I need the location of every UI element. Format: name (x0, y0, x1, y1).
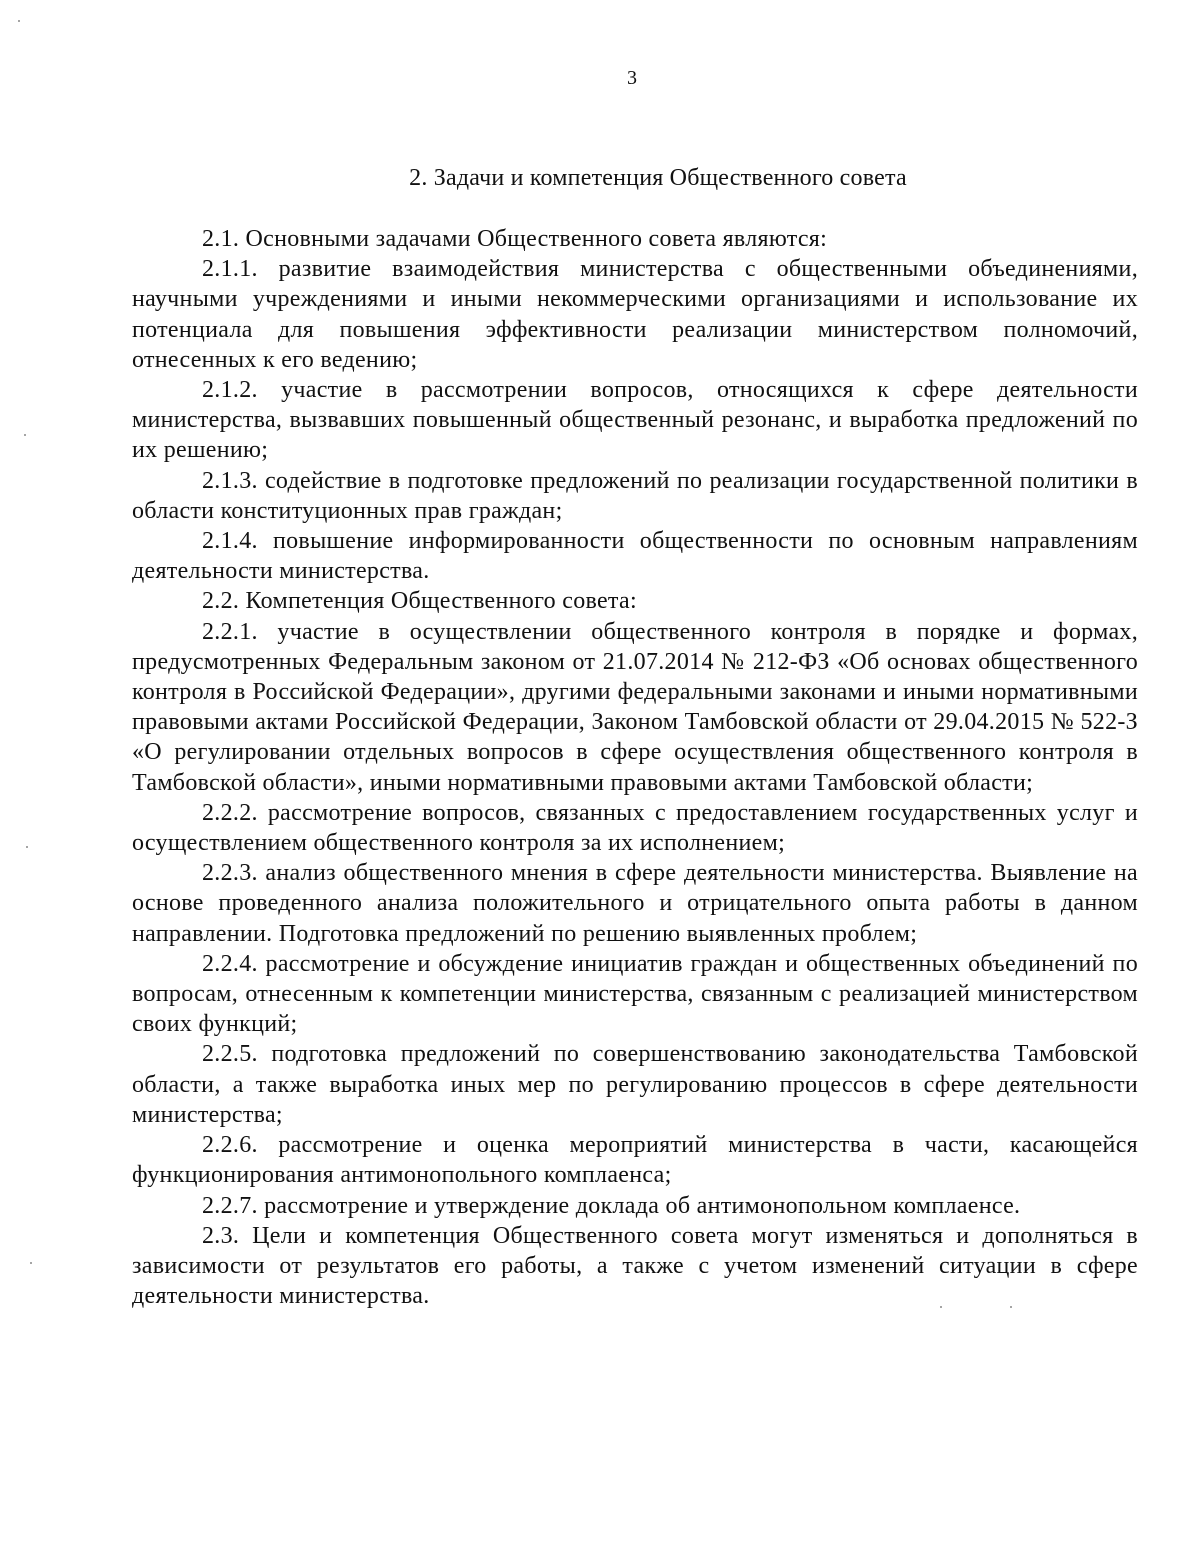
paragraph-2-2-4: 2.2.4. рассмотрение и обсуждение инициатив граждан и общественных объединений по вопросам, отнесенным к компетенции министерства, связанным с реализацией министерством своих функций; (132, 950, 1138, 1038)
paragraph-2-1-4: 2.1.4. повышение информированности общественности по основным направлениям деятельности министерства. (132, 528, 1138, 585)
paragraph-2-2-5: 2.2.5. подготовка предложений по совершенствованию законодательства Тамбовской области, а также выработка иных мер по регулированию процессов в сфере деятельности министерства; (132, 1041, 1138, 1128)
scan-speck (26, 846, 28, 848)
paragraph-2-1-1: 2.1.1. развитие взаимодействия министерства с общественными объединениями, научными учреждениями и иными некоммерческими организациями и использование их потенциала для повышения эффективности реализации министерством полномочий, отнесенных к его ведению; (132, 256, 1138, 373)
paragraph-2-1: 2.1. Основными задачами Общественного совета являются: (202, 226, 828, 252)
scan-speck (1010, 1306, 1012, 1308)
paragraph-2-2-2: 2.2.2. рассмотрение вопросов, связанных с предоставлением государственных услуг и осуществлением общественного контроля за их исполнением; (132, 799, 1138, 857)
paragraph-2-1-2: 2.1.2. участие в рассмотрении вопросов, относящихся к сфере деятельности министерства, вызвавших повышенный общественный резонанс, и выработка предложений по их решению; (132, 377, 1138, 464)
paragraph-2-3: 2.3. Цели и компетенция Общественного совета могут изменяться и дополняться в зависимости от результатов его работы, а также с учетом изменений ситуации в сфере деятельности министерства. (132, 1222, 1138, 1310)
paragraph-2-2-7: 2.2.7. рассмотрение и утверждение доклада об антимонопольном комплаенсе. (202, 1192, 1021, 1219)
scan-speck (24, 434, 26, 436)
scan-speck (18, 20, 20, 22)
paragraph-2-1-3: 2.1.3. содействие в подготовке предложений по реализации государственной политики в области конституционных прав граждан; (132, 467, 1138, 524)
paragraph-2-2-6: 2.2.6. рассмотрение и оценка мероприятий министерства в части, касающейся функционирования антимонопольного комплаенса; (132, 1132, 1138, 1189)
body-text (132, 224, 1138, 1311)
paragraph-2-2: 2.2. Компетенция Общественного совета: (202, 588, 637, 615)
section-heading: 2. Задачи и компетенция Общественного совета (409, 165, 907, 191)
scan-speck (940, 1306, 942, 1308)
paragraph-2-2-3: 2.2.3. анализ общественного мнения в сфере деятельности министерства. Выявление на основе проведенного анализа положительного и отрицательного опыта работы в данном направлении. Подготовка предложений по решению выявленных проблем; (132, 860, 1138, 947)
page-number: 3 (627, 67, 637, 89)
scan-speck (30, 1262, 32, 1264)
paragraph-2-2-1: 2.2.1. участие в осуществлении общественного контроля в порядке и формах, предусмотренных Федеральным законом от 21.07.2014 № 212-ФЗ «Об основах общественного контроля в Российской Федерации», другими федеральными законами и иными нормативными правовыми актами Российской Федерации, Законом Тамбовской области от 29.04.2015 № 522-З «О регулировании отдельных вопросов в сфере осуществления общественного контроля в Тамбовской области», иными нормативными правовыми актами Тамбовской области; (132, 618, 1138, 796)
